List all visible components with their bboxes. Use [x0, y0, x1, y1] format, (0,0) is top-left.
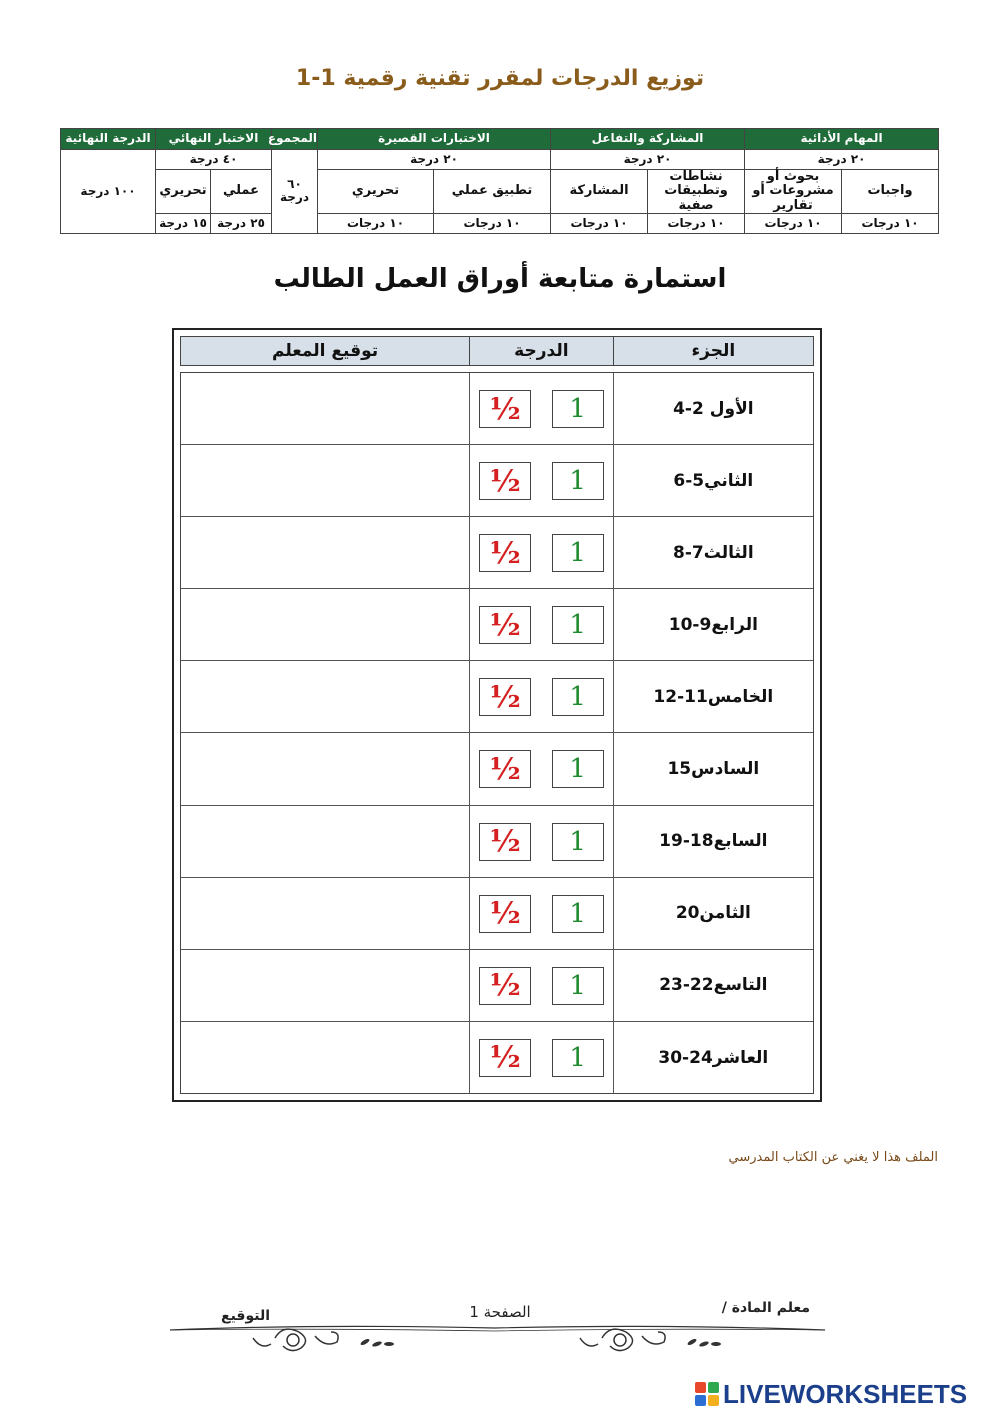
- footer-signature: التوقيع: [221, 1308, 270, 1324]
- grade-cell: [469, 806, 613, 877]
- participation-total: ٢٠ درجة: [551, 150, 745, 170]
- grade-cell: [469, 1022, 613, 1094]
- research-label: بحوث أو مشروعات أو تقارير: [745, 170, 842, 214]
- grade-option-one[interactable]: 1: [552, 678, 604, 716]
- exam-practical-label: عملي: [211, 170, 272, 214]
- activities-grade: ١٠ درجات: [648, 213, 745, 233]
- teacher-signature-cell[interactable]: [181, 878, 469, 949]
- teacher-signature-cell[interactable]: [181, 806, 469, 877]
- teacher-signature-cell[interactable]: [181, 445, 469, 516]
- liveworksheets-text: LIVEWORKSHEETS: [723, 1378, 968, 1409]
- grade-option-one[interactable]: 1: [552, 390, 604, 428]
- grade-option-one[interactable]: 1: [552, 895, 604, 933]
- header-total: المجموع: [272, 129, 318, 150]
- grade-option-one[interactable]: 1: [552, 823, 604, 861]
- participation-grade: ١٠ درجات: [551, 213, 648, 233]
- grade-option-half[interactable]: ½: [479, 750, 531, 788]
- part-label: الثامن20: [613, 878, 813, 949]
- tasks-total: ٢٠ درجة: [745, 150, 939, 170]
- grade-option-half[interactable]: ½: [479, 895, 531, 933]
- column-header-grade: الدرجة: [469, 337, 613, 365]
- grade-option-one[interactable]: 1: [552, 967, 604, 1005]
- teacher-signature-cell[interactable]: [181, 517, 469, 588]
- grade-cell: [469, 373, 613, 444]
- grade-cell: [469, 950, 613, 1021]
- part-label: الأول 2-4: [613, 373, 813, 444]
- table-row: [181, 589, 813, 661]
- total-number: ٦٠: [287, 177, 302, 192]
- grade-option-one[interactable]: 1: [552, 606, 604, 644]
- grade-cell: [469, 661, 613, 732]
- teacher-signature-cell[interactable]: [181, 1022, 469, 1094]
- grade-option-half[interactable]: ½: [479, 390, 531, 428]
- decorative-divider-icon: [165, 1318, 830, 1360]
- part-label: السادس15: [613, 733, 813, 804]
- logo-square: [708, 1395, 719, 1406]
- table-row: [181, 950, 813, 1022]
- grade-option-one[interactable]: 1: [552, 534, 604, 572]
- column-header-signature: توقيع المعلم: [272, 341, 379, 361]
- written-grade: ١٠ درجات: [318, 213, 434, 233]
- header-final-grade: الدرجة النهائية: [61, 129, 156, 150]
- exam-written-label: تحريري: [156, 170, 211, 214]
- grade-option-half[interactable]: ½: [479, 606, 531, 644]
- liveworksheets-logo: [695, 1380, 967, 1408]
- grade-distribution-table: [60, 128, 939, 234]
- written-label: تحريري: [318, 170, 434, 214]
- grade-option-half[interactable]: ½: [479, 1039, 531, 1077]
- practical-app-label: تطبيق عملي: [434, 170, 551, 214]
- footer-teacher: معلم المادة /: [721, 1300, 810, 1316]
- grade-option-half[interactable]: ½: [479, 823, 531, 861]
- part-label: السابع18-19: [613, 806, 813, 877]
- header-quizzes: الاختبارات القصيرة: [318, 129, 551, 150]
- part-label: الثاني5-6: [613, 445, 813, 516]
- grade-cell: [469, 878, 613, 949]
- research-grade: ١٠ درجات: [745, 213, 842, 233]
- grade-option-one[interactable]: 1: [552, 462, 604, 500]
- page-title: توزيع الدرجات لمقرر تقنية رقمية 1-1: [295, 66, 705, 91]
- footnote: الملف هذا لا يغني عن الكتاب المدرسي: [728, 1150, 938, 1165]
- exam-written-grade: ١٥ درجة: [156, 213, 211, 233]
- table-row: [181, 806, 813, 878]
- grade-cell: [469, 445, 613, 516]
- sheet-title: استمارة متابعة أوراق العمل الطالب: [273, 264, 727, 294]
- grade-option-one[interactable]: 1: [552, 750, 604, 788]
- teacher-signature-cell[interactable]: [181, 589, 469, 660]
- part-label: الخامس11-12: [613, 661, 813, 732]
- homework-grade: ١٠ درجات: [842, 213, 939, 233]
- grade-option-half[interactable]: ½: [479, 967, 531, 1005]
- total-unit: درجة: [280, 190, 309, 205]
- logo-square: [695, 1395, 706, 1406]
- part-label: الرابع9-10: [613, 589, 813, 660]
- final-grade-value: ١٠٠ درجة: [61, 150, 156, 234]
- liveworksheets-icon: [695, 1382, 719, 1406]
- grade-option-one[interactable]: 1: [552, 1039, 604, 1077]
- total-value: [272, 150, 318, 234]
- table-row: [181, 1022, 813, 1094]
- teacher-signature-cell[interactable]: [181, 373, 469, 444]
- teacher-signature-cell[interactable]: [181, 733, 469, 804]
- grade-cell: [469, 589, 613, 660]
- teacher-signature-cell[interactable]: [181, 950, 469, 1021]
- logo-square: [695, 1382, 706, 1393]
- tracking-table: [172, 328, 822, 1102]
- exam-practical-grade: ٢٥ درجة: [211, 213, 272, 233]
- table-row: [181, 517, 813, 589]
- tracking-table-header: [180, 336, 814, 366]
- table-row: [181, 373, 813, 445]
- part-label: الثالث7-8: [613, 517, 813, 588]
- homework-label: واجبات: [842, 170, 939, 214]
- grade-option-half[interactable]: ½: [479, 678, 531, 716]
- header-participation: المشاركة والتفاعل: [551, 129, 745, 150]
- final-exam-total: ٤٠ درجة: [156, 150, 272, 170]
- grade-option-half[interactable]: ½: [479, 534, 531, 572]
- column-header-part: الجزء: [613, 337, 813, 365]
- part-label: العاشر24-30: [613, 1022, 813, 1094]
- logo-square: [708, 1382, 719, 1393]
- grade-option-half[interactable]: ½: [479, 462, 531, 500]
- tracking-table-body: [180, 372, 814, 1094]
- activities-label: نشاطات وتطبيقات صفية: [648, 170, 745, 214]
- part-label: التاسع22-23: [613, 950, 813, 1021]
- grade-cell: [469, 733, 613, 804]
- participation-label: المشاركة: [551, 170, 648, 214]
- quizzes-total: ٢٠ درجة: [318, 150, 551, 170]
- header-final-exam: الاختبار النهائي: [156, 129, 272, 150]
- teacher-signature-cell[interactable]: [181, 661, 469, 732]
- table-row: [181, 878, 813, 950]
- table-row: [181, 661, 813, 733]
- table-row: [181, 445, 813, 517]
- header-tasks: المهام الأدائية: [745, 129, 939, 150]
- footer-page-number: الصفحة 1: [469, 1303, 531, 1321]
- table-row: [181, 733, 813, 805]
- grade-cell: [469, 517, 613, 588]
- practical-app-grade: ١٠ درجات: [434, 213, 551, 233]
